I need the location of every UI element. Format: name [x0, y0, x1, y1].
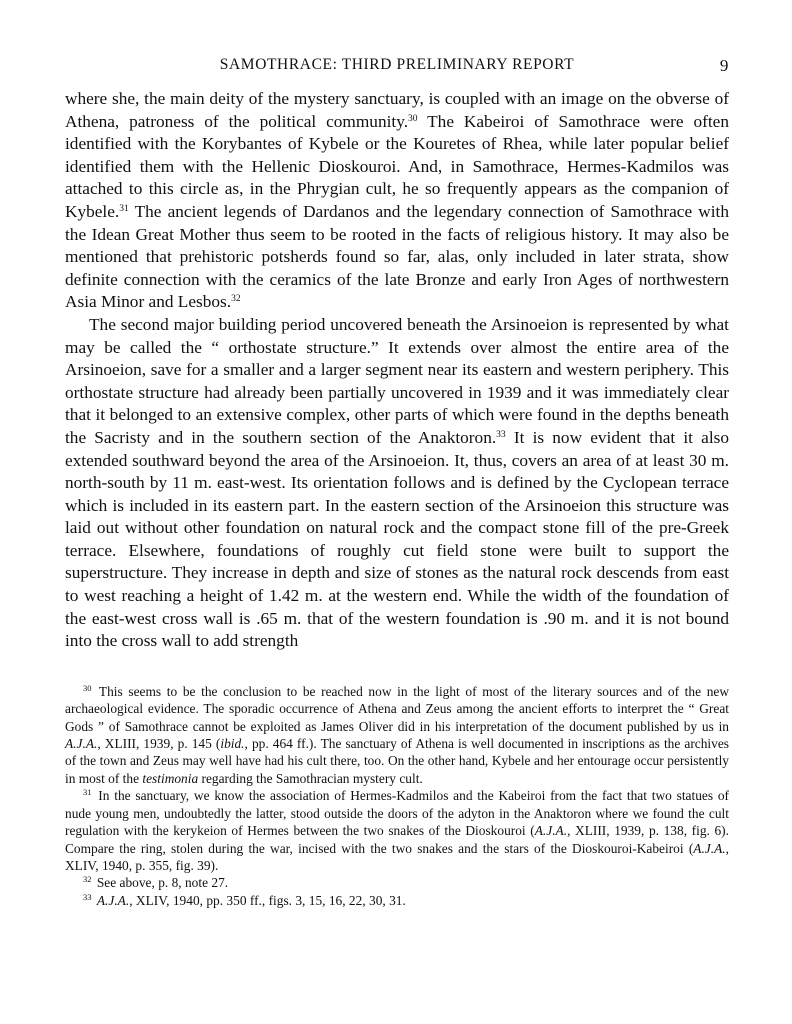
fn33-text-a: , XLIV, 1940, pp. 350 ff., figs. 3, 15, 16, 22, 30, 31. [129, 892, 406, 908]
p1-text-b: The Kabeiroi of Samothrace were often identified with the Korybantes of Kybele or the Kouretes of Rhea, while later popular belief identified them with the Hellenic Dioskouroi. And, in Samothrace, Hermes-Kadmilos was attached to this circle as, in the Phrygian cult, he so frequently appears as the companion of Kybele. [65, 111, 729, 221]
footnote-ref-30: 30 [408, 113, 418, 124]
fn30-ital-2: ibid. [220, 736, 245, 752]
paragraph-2 [65, 314, 729, 653]
footnote-mark-30: 30 [83, 682, 92, 693]
fn31-text-b: , XLIII, 1939, p. 138, fig. 6). Compare the ring, stolen during the war, incised with the two snakes and the stars of the Dioskouroi-Kabeiroi ( [65, 823, 729, 856]
footnote-33 [65, 892, 729, 909]
footnote-mark-33: 33 [83, 891, 92, 902]
fn31-text-c: , XLIV, 1940, p. 355, fig. 39). [65, 840, 729, 873]
fn31-ital-1: A.J.A. [534, 823, 568, 839]
body-text [65, 88, 729, 653]
page-number: 9 [719, 56, 729, 75]
p2-text-b: It is now evident that it also extended southward beyond the area of the Arsinoeion. It, thus, covers an area of at least 30 m. north-south by 11 m. east-west. Its orientation follows and is defined by the Cyclopean terrace which is included in its eastern part. In the eastern section of the Arsinoeion this structure was laid out without other foundation on natural rock and the compact stone fill of the pre-Greek terrace. Elsewhere, foundations of roughly cut field stone were built to support the superstructure. They increase in depth and size of stones as the natural rock descends from east to west reaching a height of 1.42 m. at the western end. While the width of the foundation of the east-west cross wall is .65 m. that of the western foundation is .90 m. and it is not bound into the cross wall to add strength [65, 427, 729, 651]
fn33-ital-1: A.J.A. [96, 892, 130, 908]
footnotes [65, 683, 729, 909]
fn32-text-a: See above, p. 8, note 27. [93, 875, 229, 891]
footnote-32 [65, 874, 729, 891]
paragraph-1 [65, 88, 729, 314]
fn30-text-a: This seems to be the conclusion to be reached now in the light of most of the literary sources and of the new archaeological evidence. The sporadic occurrence of Athena and Zeus among the ancient efforts to interpret the “ Great Gods ” of Samothrace cannot be exploited as James Oliver did in his interpretation of the document published by us in [65, 683, 729, 734]
fn30-text-d: regarding the Samothracian mystery cult. [198, 770, 423, 786]
p1-text-a: where she, the main deity of the mystery sanctuary, is coupled with an image on the obverse of Athena, patroness of the political community. [65, 89, 729, 131]
running-title: SAMOTHRACE: THIRD PRELIMINARY REPORT [219, 56, 575, 73]
fn30-ital-1: A.J.A. [65, 736, 98, 752]
fn30-ital-3: testimonia [142, 770, 199, 786]
page [65, 56, 729, 909]
p1-text-c: The ancient legends of Dardanos and the legendary connection of Samothrace with the Idean Great Mother thus seem to be rooted in the facts of religious history. It may also be mentioned that prehistoric potsherds found so far, alas, only included in later strata, show definite connection with the ceramics of the late Bronze and early Iron Ages of northwestern Asia Minor and Lesbos. [65, 201, 729, 312]
p2-text-a: The second major building period uncovered beneath the Arsinoeion is represented by what may be called the “ orthostate structure.” It extends over almost the entire area of the Arsinoeion, save for a smaller and a larger segment near its eastern and western periphery. This orthostate structure had already been partially uncovered in 1939 and it was immediately clear that it belonged to an extensive complex, other parts of which were found in the depths beneath the Sacristy and in the southern section of the Anaktoron. [65, 314, 729, 447]
footnote-ref-33: 33 [496, 429, 506, 440]
fn30-text-c: , pp. 464 ff.). The sanctuary of Athena is well documented in inscriptions as the archives of the town and Zeus may well have had his cult there, too. On the other hand, Kybele and her entourage occur persistently in most of the [65, 736, 729, 786]
footnote-31 [65, 787, 729, 874]
footnote-30 [65, 683, 729, 787]
running-header [65, 56, 729, 80]
fn30-text-b: , XLIII, 1939, p. 145 ( [97, 736, 221, 752]
footnote-mark-32: 32 [83, 874, 92, 885]
footnote-mark-31: 31 [83, 787, 92, 798]
footnote-ref-32: 32 [231, 294, 241, 305]
footnote-ref-31: 31 [119, 203, 129, 214]
fn31-text-a: In the sanctuary, we know the association of Hermes-Kadmilos and the Kabeiroi from the fact that two statues of nude young men, undoubtedly the latter, stood outside the doors of the adyton in the Anaktoron where we found the cult regulation with the kerykeion of Hermes between the two snakes of the Dioskouroi ( [65, 788, 729, 839]
fn31-ital-2: A.J.A. [693, 840, 726, 856]
